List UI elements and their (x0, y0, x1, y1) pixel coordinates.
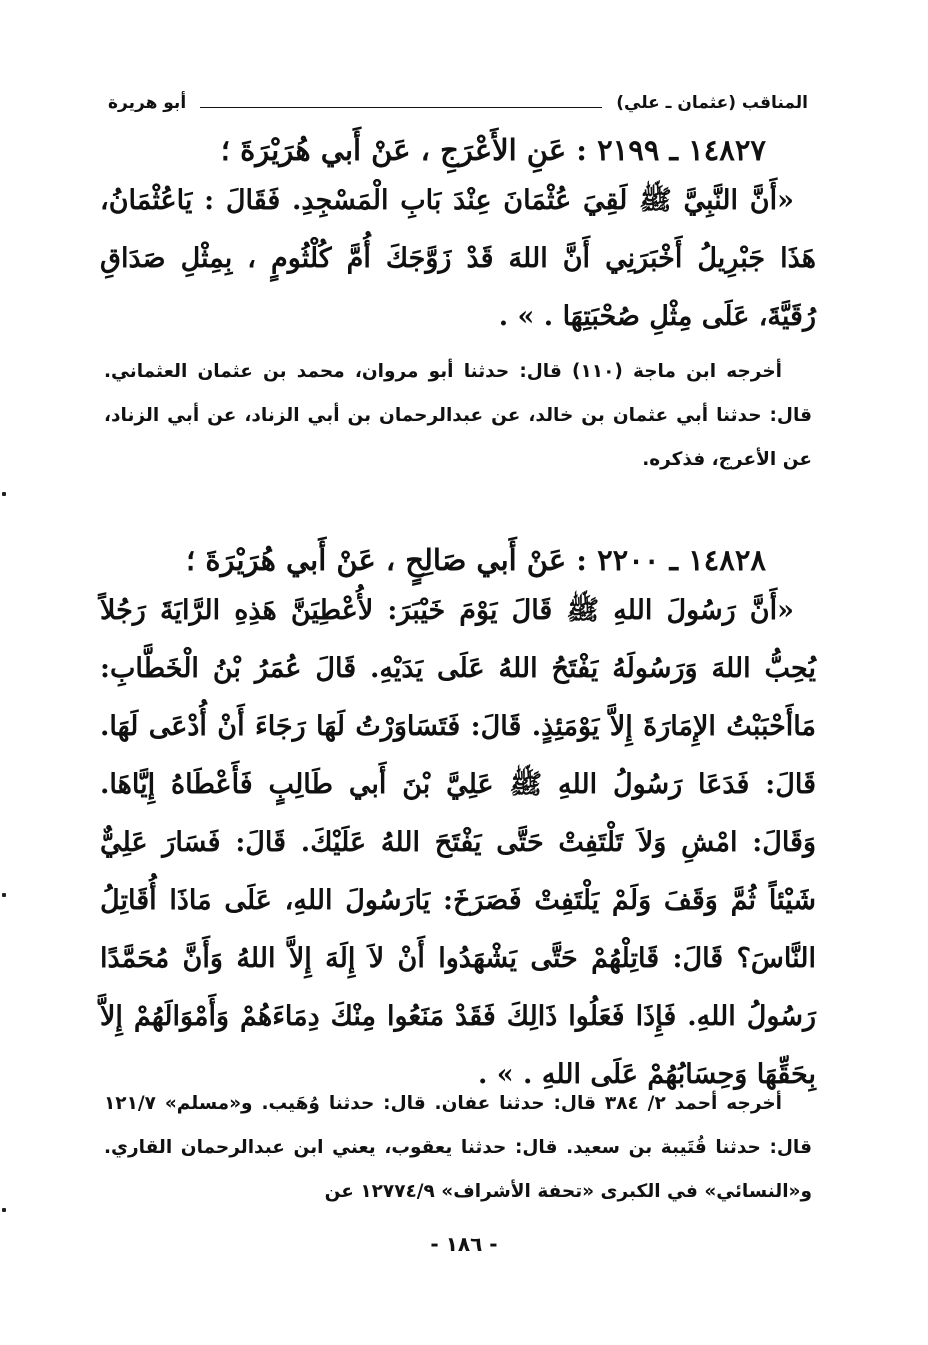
hadith-14828 (100, 538, 816, 1104)
scan-speck (2, 893, 6, 897)
takhrij-note (104, 350, 812, 482)
header-narrator: أبو هريرة (108, 93, 187, 113)
scan-speck (2, 1208, 6, 1212)
hadith-14827 (100, 128, 816, 346)
takhrij-text: أخرجه ابن ماجة (١١٠) قال: حدثنا أبو مروان، محمد بن عثمان العثماني. قال: حدثنا أبي عثمان بن خالد، عن عبدالرحمان بن أبي الزناد، عن أبي الزناد، عن الأعرج، فذكره. (104, 361, 812, 470)
running-header (108, 86, 808, 120)
hadith-text (100, 172, 816, 346)
hadith-number-line: ١٤٨٢٧ ـ ٢١٩٩ : عَنِ الأَعْرَجِ ، عَنْ أَبي هُرَيْرَةَ ؛ (220, 133, 766, 167)
takhrij-note (104, 1082, 812, 1214)
hadith-text (100, 582, 816, 1104)
header-rule (200, 107, 602, 108)
scan-speck (2, 492, 6, 496)
hadith-number-line: ١٤٨٢٨ ـ ٢٢٠٠ : عَنْ أَبي صَالِحٍ ، عَنْ أَبي هُرَيْرَةَ ؛ (186, 543, 766, 577)
hadith-text-body: «أَنَّ النَّبِيَّ ﷺ لَقِيَ عُثْمَانَ عِنْدَ بَابِ الْمَسْجِدِ. فَقَالَ : يَاعُثْمَانُ، هَذَا جَبْرِيلُ أَخْبَرَنِي أَنَّ اللهَ قَدْ زَوَّجَكَ أُمَّ كُلْثُومٍ ، بِمِثْلِ صَدَاقِ رُقَيَّةَ، عَلَى مِثْلِ صُحْبَتِهَا . » . (100, 185, 816, 332)
header-chapter-title: المناقب (عثمان ـ علي) (616, 93, 808, 113)
hadith-text-body: «أَنَّ رَسُولَ اللهِ ﷺ قَالَ يَوْمَ خَيْبَرَ: لأُعْطِيَنَّ هَذِهِ الرَّايَةَ رَجُلاً يُحِبُّ اللهَ وَرَسُولَهُ يَفْتَحُ اللهُ عَلَى يَدَيْهِ. قَالَ عُمَرُ بْنُ الْخَطَّابِ: مَاأَحْبَبْتُ الإِمَارَةَ إِلاَّ يَوْمَئِذٍ. قَالَ: فَتَسَاوَرْتُ لَهَا رَجَاءَ أَنْ أُدْعَى لَهَا. قَالَ: فَدَعَا رَسُولُ اللهِ ﷺ عَلِيَّ بْنَ أَبي طَالِبٍ فَأَعْطَاهُ إِيَّاهَا. وَقَالَ: امْشِ وَلاَ تَلْتَفِتْ حَتَّى يَفْتَحَ اللهُ عَلَيْكَ. قَالَ: فَسَارَ عَلِيٌّ شَيْئاً ثُمَّ وَقَفَ وَلَمْ يَلْتَفِتْ فَصَرَخَ: يَارَسُولَ اللهِ، عَلَى مَاذَا أُقَاتِلُ النَّاسَ؟ قَالَ: قَاتِلْهُمْ حَتَّى يَشْهَدُوا أَنْ لاَ إِلَهَ إِلاَّ اللهُ وَأَنَّ مُحَمَّدًا رَسُولُ اللهِ. فَإِذَا فَعَلُوا ذَالِكَ فَقَدْ مَنَعُوا مِنْكَ دِمَاءَهُمْ وَأَمْوَالَهُمْ إِلاَّ بِحَقِّهَا وَحِسَابُهُمْ عَلَى اللهِ . » . (100, 595, 816, 1090)
takhrij-text: أخرجه أحمد ٢/ ٣٨٤ قال: حدثنا عفان. قال: حدثنا وُهَيب. و«مسلم» ١٢١/٧ قال: حدثنا قُتَيبة بن سعيد. قال: حدثنا يعقوب، يعني ابن عبدالرحمان القاري. و«النسائي» في الكبرى «تحفة الأشراف» ١٢٧٧٤/٩ عن (104, 1093, 812, 1202)
page-number: - ١٨٦ - (430, 1232, 498, 1256)
